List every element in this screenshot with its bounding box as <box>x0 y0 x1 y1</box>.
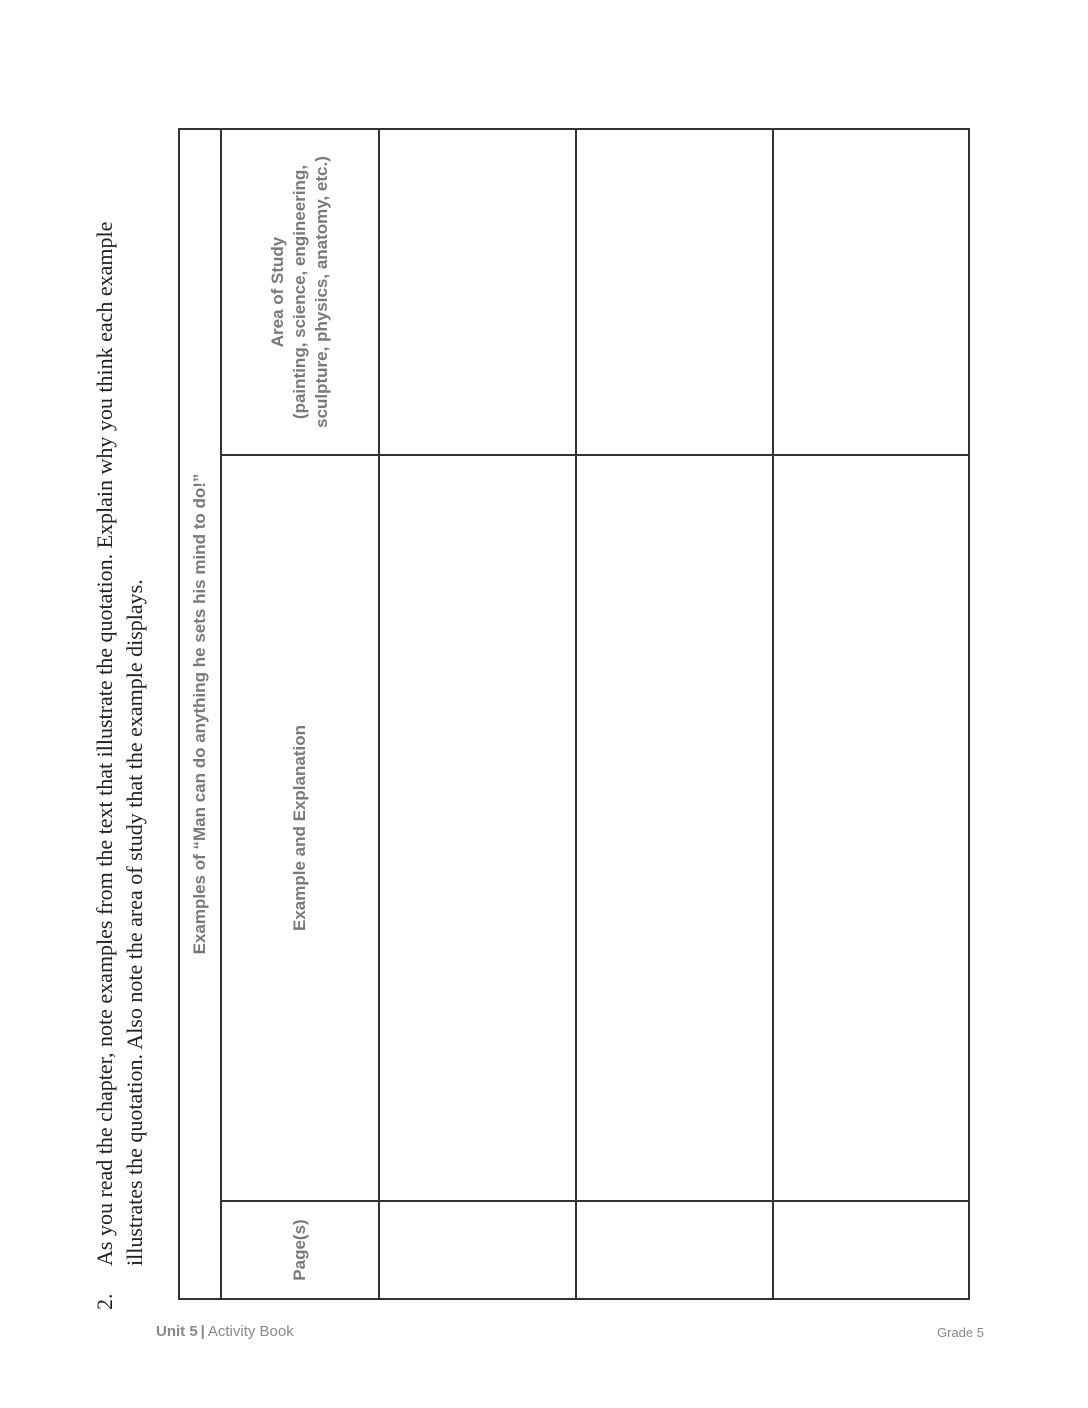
example-cell[interactable] <box>577 454 772 1200</box>
footer-unit: Unit 5 <box>156 1323 198 1340</box>
area-cell[interactable] <box>380 130 575 454</box>
header-example: Example and Explanation <box>222 454 378 1200</box>
question-number: 2. <box>92 1293 117 1310</box>
footer-grade: Grade 5 <box>937 1325 984 1340</box>
header-area-of-study <box>222 130 378 454</box>
header-area-sub1: (painting, science, engineering, <box>290 164 309 420</box>
rotated-content <box>90 130 980 1310</box>
header-pages: Page(s) <box>222 1200 378 1298</box>
header-area-title: Area of Study <box>268 236 287 348</box>
table-header-row <box>222 130 380 1298</box>
example-cell[interactable] <box>380 454 575 1200</box>
table-row <box>577 130 774 1298</box>
area-cell[interactable] <box>774 130 968 454</box>
footer-book: Activity Book <box>207 1323 294 1340</box>
examples-table <box>178 128 970 1300</box>
table-row <box>774 130 968 1298</box>
header-area-sub2: sculpture, physics, anatomy, etc.) <box>312 156 331 428</box>
table-row <box>380 130 577 1298</box>
table-title: Examples of “Man can do anything he sets his mind to do!” <box>180 130 222 1298</box>
footer-book-info <box>156 1323 294 1340</box>
instruction-text: As you read the chapter, note examples from the text that illustrate the quotation. Explain why you think each example illustrates the quotation. Also note the area of study that the example displays. <box>92 221 147 1266</box>
footer-separator: | <box>200 1323 205 1340</box>
example-cell[interactable] <box>774 454 968 1200</box>
area-cell[interactable] <box>577 130 772 454</box>
pages-cell[interactable] <box>577 1200 772 1298</box>
pages-cell[interactable] <box>774 1200 968 1298</box>
pages-cell[interactable] <box>380 1200 575 1298</box>
